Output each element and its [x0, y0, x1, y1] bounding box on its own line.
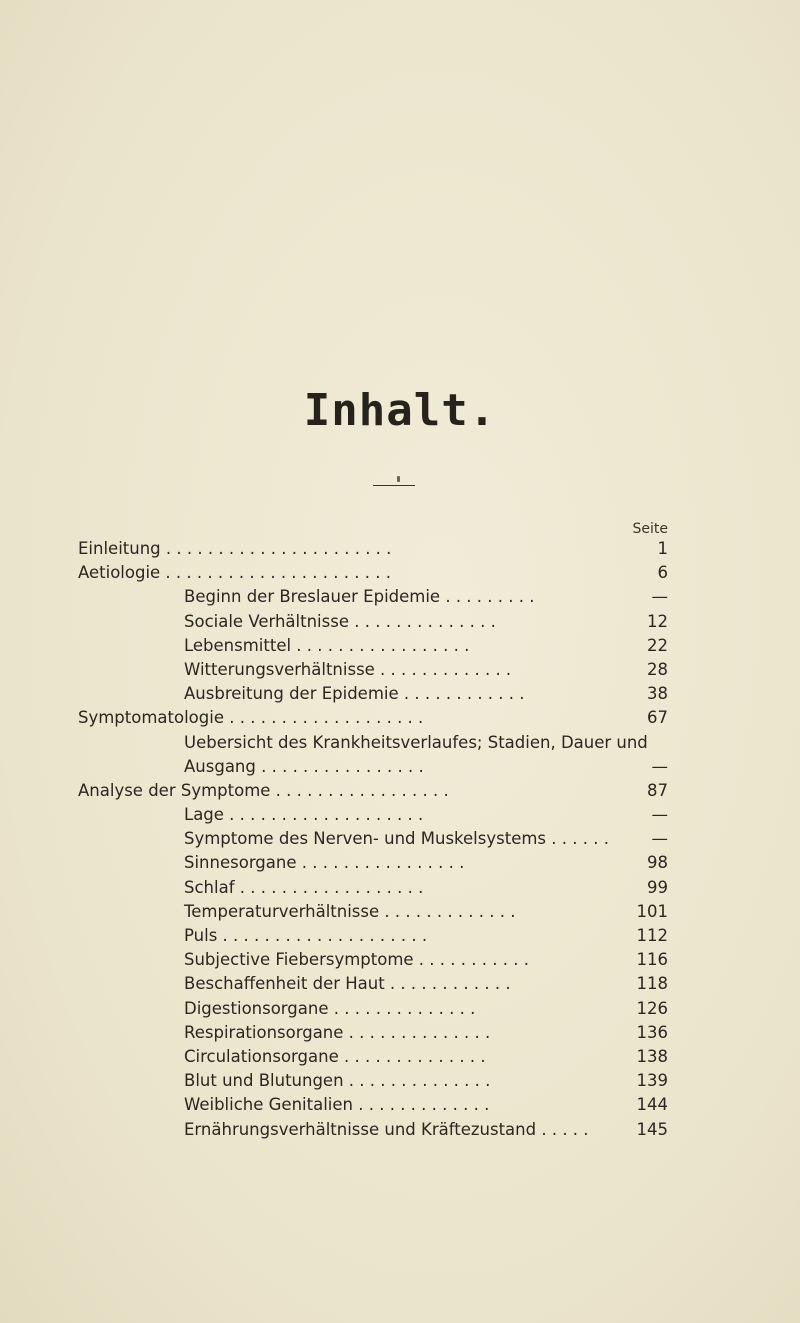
toc-entry-page: 139: [636, 1071, 668, 1091]
toc-entry: [78, 1021, 668, 1045]
toc-entry-label: Ausgang . . . . . . . . . . . . . . . .: [184, 756, 424, 776]
table-of-contents: [78, 537, 668, 1142]
title-rule: [373, 485, 415, 486]
toc-entry-page: 138: [636, 1046, 668, 1066]
toc-entry-page: 1: [657, 539, 668, 558]
toc-entry-page: —: [651, 805, 668, 825]
toc-entry: [78, 634, 668, 658]
toc-entry-page: 145: [636, 1119, 668, 1139]
toc-entry-label: Symptomatologie . . . . . . . . . . . . . . . . . . .: [78, 708, 424, 728]
toc-entry-label: Einleitung . . . . . . . . . . . . . . . . . . . . . .: [78, 539, 392, 558]
toc-entry-page: 101: [636, 901, 668, 921]
toc-entry: [78, 1093, 668, 1117]
toc-entry-label: Temperaturverhältnisse . . . . . . . . . . . . .: [184, 901, 516, 921]
toc-entry-page: 6: [657, 563, 668, 583]
toc-entry: [78, 997, 668, 1021]
toc-entry: [78, 585, 668, 609]
toc-entry: [78, 610, 668, 634]
toc-entry-label: Ernährungsverhältnisse und Kräftezustand . . . . .: [184, 1119, 589, 1139]
toc-entry-label: Schlaf . . . . . . . . . . . . . . . . . .: [184, 877, 424, 897]
toc-entry-label: Symptome des Nerven- und Muskelsystems . . . . . .: [184, 829, 609, 849]
toc-entry-label: Analyse der Symptome . . . . . . . . . . . . . . . . .: [78, 780, 449, 800]
toc-entry-label: Aetiologie . . . . . . . . . . . . . . . . . . . . . .: [78, 563, 391, 583]
toc-entry-label: Blut und Blutungen . . . . . . . . . . . . . .: [184, 1071, 491, 1091]
toc-entry-label: Weibliche Genitalien . . . . . . . . . . . . .: [184, 1095, 490, 1115]
toc-entry: [78, 827, 668, 851]
toc-entry-page: 98: [647, 853, 668, 873]
toc-entry-page: 67: [647, 708, 668, 728]
toc-entry: [78, 900, 668, 924]
toc-entry: [78, 948, 668, 972]
toc-entry: [78, 755, 668, 779]
toc-entry-label: Respirationsorgane . . . . . . . . . . . . . .: [184, 1022, 491, 1042]
toc-entry-page: 116: [636, 950, 668, 970]
toc-entry: [78, 561, 668, 585]
toc-entry-page: 144: [636, 1095, 668, 1115]
toc-entry-label: Digestionsorgane . . . . . . . . . . . . . .: [184, 998, 476, 1018]
page-column-header: Seite: [632, 521, 668, 537]
toc-entry: [78, 1045, 668, 1069]
toc-entry-label: Sociale Verhältnisse . . . . . . . . . . . . . .: [184, 611, 496, 631]
toc-entry: [78, 851, 668, 875]
toc-entry-label: Witterungsverhältnisse . . . . . . . . . . . . .: [184, 659, 512, 679]
toc-entry-page: 99: [647, 877, 668, 897]
toc-entry: [78, 658, 668, 682]
toc-entry-page: 12: [647, 611, 668, 631]
toc-entry-page: 87: [647, 780, 668, 800]
toc-entry-label: Beschaffenheit der Haut . . . . . . . . . . . .: [184, 974, 511, 994]
page-title: Inhalt.: [303, 385, 497, 436]
toc-entry-label: Lebensmittel . . . . . . . . . . . . . . . . .: [184, 635, 470, 655]
toc-entry-label: Circulationsorgane . . . . . . . . . . . . . .: [184, 1046, 486, 1066]
toc-entry: [78, 537, 668, 561]
toc-entry-page: 112: [636, 926, 668, 945]
toc-entry: [78, 731, 668, 755]
toc-entry-page: 136: [636, 1022, 668, 1042]
toc-entry: [78, 706, 668, 730]
toc-entry-page: 22: [647, 635, 668, 655]
toc-entry: [78, 876, 668, 900]
toc-entry-label: Sinnesorgane . . . . . . . . . . . . . . . .: [184, 853, 465, 873]
toc-entry: [78, 1118, 668, 1142]
toc-entry: [78, 1069, 668, 1093]
toc-entry: [78, 779, 668, 803]
ornament-mark: [397, 476, 400, 482]
toc-entry-page: 118: [636, 974, 668, 994]
toc-entry-label: Beginn der Breslauer Epidemie . . . . . . . . .: [184, 587, 535, 607]
toc-entry: [78, 924, 668, 948]
toc-entry-page: —: [651, 829, 668, 849]
toc-entry-label: Puls . . . . . . . . . . . . . . . . . . . .: [184, 926, 428, 945]
toc-entry-label: Ausbreitung der Epidemie . . . . . . . . . . . .: [184, 684, 525, 704]
toc-entry: [78, 803, 668, 827]
toc-entry-page: 38: [647, 684, 668, 704]
toc-entry-label: Subjective Fiebersymptome . . . . . . . . . . .: [184, 950, 529, 970]
toc-entry-page: —: [651, 587, 668, 607]
toc-entry-page: 28: [647, 659, 668, 679]
toc-entry: [78, 972, 668, 996]
toc-entry-page: 126: [636, 998, 668, 1018]
toc-entry-label: Uebersicht des Krankheitsverlaufes; Stadien, Dauer und: [184, 732, 648, 752]
toc-entry: [78, 682, 668, 706]
toc-entry-page: —: [651, 756, 668, 776]
toc-entry-label: Lage . . . . . . . . . . . . . . . . . . .: [184, 805, 424, 825]
